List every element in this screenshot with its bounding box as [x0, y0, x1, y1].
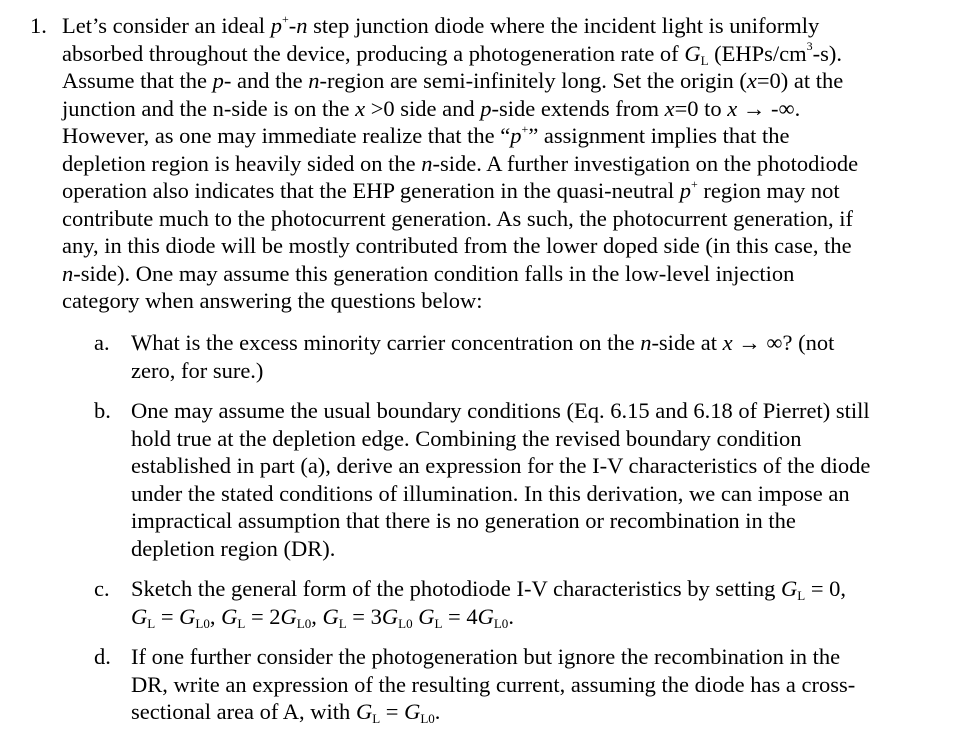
question-number: 1.: [30, 13, 47, 38]
part-line: impractical assumption that there is no generation or recombination in the: [131, 508, 796, 533]
intro-line: n-side). One may assume this generation condition falls in the low-level injection: [62, 260, 795, 286]
intro-line: Let’s consider an ideal p+-n step junction diode where the incident light is uniformly: [62, 11, 820, 38]
part-line: If one further consider the photogeneration but ignore the recombination in the: [131, 644, 841, 669]
intro-line: junction and the n-side is on the x >0 side and p-side extends from x=0 to x → -∞.: [62, 95, 801, 121]
part-line: One may assume the usual boundary conditions (Eq. 6.15 and 6.18 of Pierret) still: [131, 398, 870, 423]
part-line: What is the excess minority carrier concentration on the n-side at x → ∞? (not: [131, 330, 835, 355]
part-line: depletion region (DR).: [131, 535, 336, 561]
intro-line: operation also indicates that the EHP generation in the quasi-neutral p+ region may not: [62, 176, 840, 203]
part-line: hold true at the depletion edge. Combining the revised boundary condition: [131, 425, 802, 451]
part-line: $G_L = G_{L0}$, $G_L = 2G_{L0}$, $G_L = 3G_{L0}$ $G_L = 4G_{L0}$.: [131, 603, 514, 631]
part-line: under the stated conditions of illumination. In this derivation, we can impose an: [131, 480, 850, 506]
part-line: Sketch the general form of the photodiode I-V characteristics by setting $G_L = 0$,: [131, 576, 847, 603]
part-label: c.: [94, 576, 110, 601]
intro-line: absorbed throughout the device, producing a photogeneration rate of $G_L$ $(EHPs/cm^3-s)$.: [62, 39, 843, 68]
part-label: a.: [94, 330, 110, 355]
intro-line: contribute much to the photocurrent generation. As such, the photocurrent generation, if: [62, 205, 854, 231]
intro-line: Assume that the p- and the n-region are semi-infinitely long. Set the origin (x=0) at the: [62, 68, 844, 93]
intro-line: depletion region is heavily sided on the n-side. A further investigation on the photodiode: [62, 150, 859, 176]
part-label: b.: [94, 398, 111, 423]
intro-line: any, in this diode will be mostly contributed from the lower doped side (in this case, the: [62, 233, 852, 258]
part-line: established in part (a), derive an expression for the I-V characteristics of the diode: [131, 453, 871, 478]
intro-line: category when answering the questions below:: [62, 288, 483, 313]
intro-line: However, as one may immediate realize that the “p+” assignment implies that the: [62, 121, 790, 148]
part-line: sectional area of A, with $G_L = G_{L0}$.: [131, 699, 441, 726]
part-line: DR, write an expression of the resulting current, assuming the diode has a cross-: [131, 671, 856, 697]
part-label: d.: [94, 644, 111, 669]
part-line: zero, for sure.): [131, 357, 264, 383]
